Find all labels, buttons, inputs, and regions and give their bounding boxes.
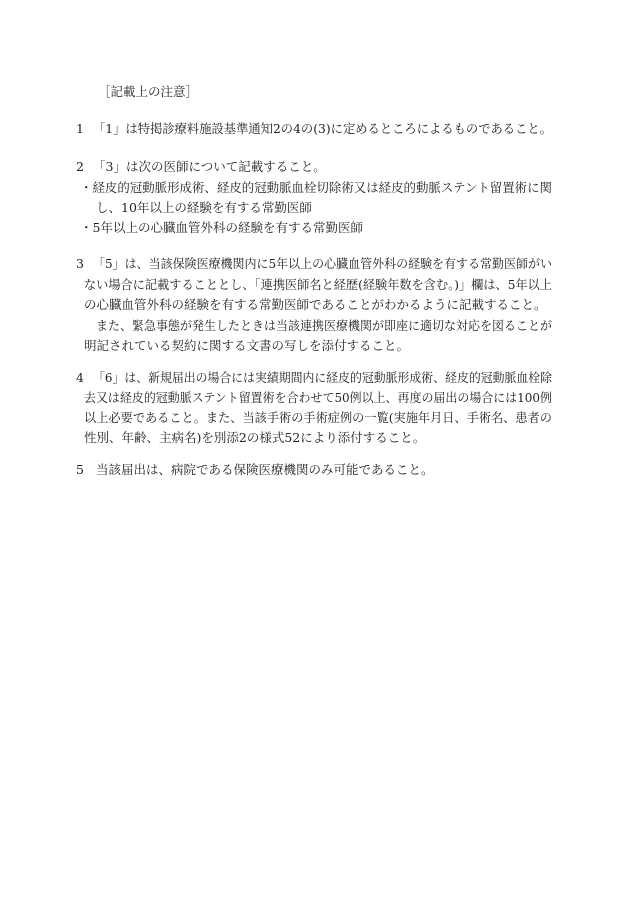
item-number: 5 [76, 462, 84, 477]
bullet-line-cont: し、10年以上の経験を有する常勤医師 [96, 200, 312, 215]
item-line: 「3」は次の医師について記載すること。 [93, 159, 326, 174]
item-line: の心臓血管外科の経験を有する常勤医師であることがわかるように記載すること。 [84, 297, 547, 312]
item-line: また、緊急事態が発生したときは当該連携医療機関が即座に適切な対応を図ることが [96, 318, 552, 333]
item-line: 当該届出は、病院である保険医療機関のみ可能であること。 [96, 462, 434, 477]
bullet-line: ・5年以上の心臓血管外科の経験を有する常勤医師 [80, 220, 363, 235]
item-line: 去又は経皮的冠動脈ステント留置術を合わせて50例以上、再度の届出の場合には100例 [84, 390, 552, 405]
item-line: 以上必要であること。また、当該手術の手術症例の一覧(実施年月日、手術名、患者の [84, 410, 552, 425]
item-line: ない場合に記載することとし、「連携医師名と経歴(経験年数を含む。)」欄は、5年以上 [84, 277, 552, 292]
item-number: 4 [76, 370, 84, 385]
item-line: 「1」は特掲診療料施設基準通知2の4の(3)に定めるところによるものであること。 [93, 121, 552, 136]
item-line: 性別、年齢、主病名)を別添2の様式52により添付すること。 [84, 430, 426, 445]
item-number: 3 [76, 256, 84, 271]
item-number: 2 [76, 159, 84, 174]
item-number: 1 [76, 121, 84, 136]
item-line: 明記されている契約に関する文書の写しを添付すること。 [84, 338, 410, 353]
item-line: 「5」は、当該保険医療機関内に5年以上の心臓血管外科の経験を有する常勤医師がい [93, 256, 552, 271]
bullet-line: ・経皮的冠動脈形成術、経皮的冠動脈血栓切除術又は経皮的動脈ステント留置術に関 [80, 180, 552, 195]
notes-heading: ［記載上の注意］ [98, 84, 199, 99]
item-line: 「6」は、新規届出の場合には実績期間内に経皮的冠動脈形成術、経皮的冠動脈血栓除 [93, 370, 552, 385]
